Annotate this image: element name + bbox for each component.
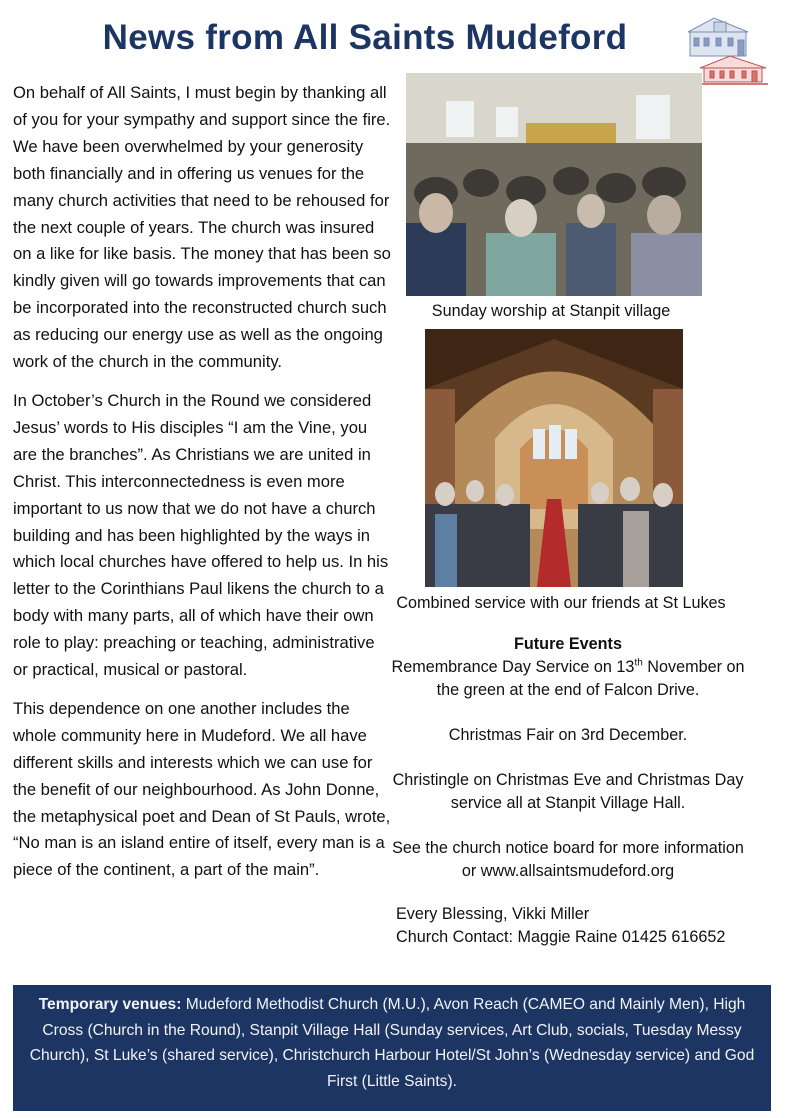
event-christingle: Christingle on Christmas Eve and Christmas Day service all at Stanpit Village Hall. <box>392 771 744 812</box>
signoff <box>396 903 768 949</box>
photo-caption: Combined service with our friends at St Lukes <box>396 594 726 612</box>
event-christmas-fair: Christmas Fair on 3rd December. <box>448 726 688 744</box>
banner-text: Mudeford Methodist Church (M.U.), Avon Reach (CAMEO and Mainly Men), High Cross (Church in the Round), Stanpit Village Hall (Sunday services, Art Club, socials, Tuesday Messy Church), St Luke’s (shared service), Christchurch Harbour Hotel/St John’s (Wednesday service) and God First (Little Saints). <box>29 996 755 1090</box>
event-remembrance: Remembrance Day Service on 13th November on the green at the end of Falcon Drive. <box>391 657 745 699</box>
blessing-line: Every Blessing, Vikki Miller <box>396 905 590 923</box>
events-heading: Future Events <box>514 635 622 653</box>
article-paragraph: This dependence on one another includes the whole community here in Mudeford. We all have different skills and interests which we can use for the benefit of our neighbourhood. As John Donne, the metaphysical poet and Dean of St Pauls, wrote, “No man is an island entire of itself, every man is a piece of the continent, a part of the main”. <box>13 698 391 880</box>
photo-caption: Sunday worship at Stanpit village <box>431 302 671 320</box>
page-title: News from All Saints Mudeford <box>102 18 628 57</box>
article-paragraph: In October’s Church in the Round we considered Jesus’ words to His disciples “I am the Vine, you are the branches”. As Christians we are united in Christ. This interconnectedness is even more important to us now that we do not have a church building and has been highlighted by the ways in which local churches have offered to help us. In his letter to the Corinthians Paul likens the church to a body with many parts, all of which have their own role to play: preaching or teaching, administrative or practical, musical or pastoral. <box>13 390 389 680</box>
photo-st-lukes-service <box>425 329 683 587</box>
article-paragraph: On behalf of All Saints, I must begin by thanking all of you for your sympathy and support since the fire. We have been overwhelmed by your generosity both financially and in offering us venues for the many church activities that need to be rehoused for the next couple of years. The church was insured on a like for like basis. The money that has been so kindly given will go towards improvements that can be incorporated into the reconstructed church such as reducing our energy use as well as the ongoing work of the church in the community. <box>13 83 391 372</box>
banner-label: Temporary venues: <box>38 996 182 1013</box>
article-body <box>13 80 393 896</box>
temporary-venues-banner <box>13 985 771 1111</box>
event-notice: See the church notice board for more information or www.allsaintsmudeford.org <box>392 839 744 880</box>
future-events <box>383 633 753 883</box>
contact-line: Church Contact: Maggie Raine 01425 616652 <box>396 928 726 946</box>
photo-sunday-worship <box>406 73 702 296</box>
